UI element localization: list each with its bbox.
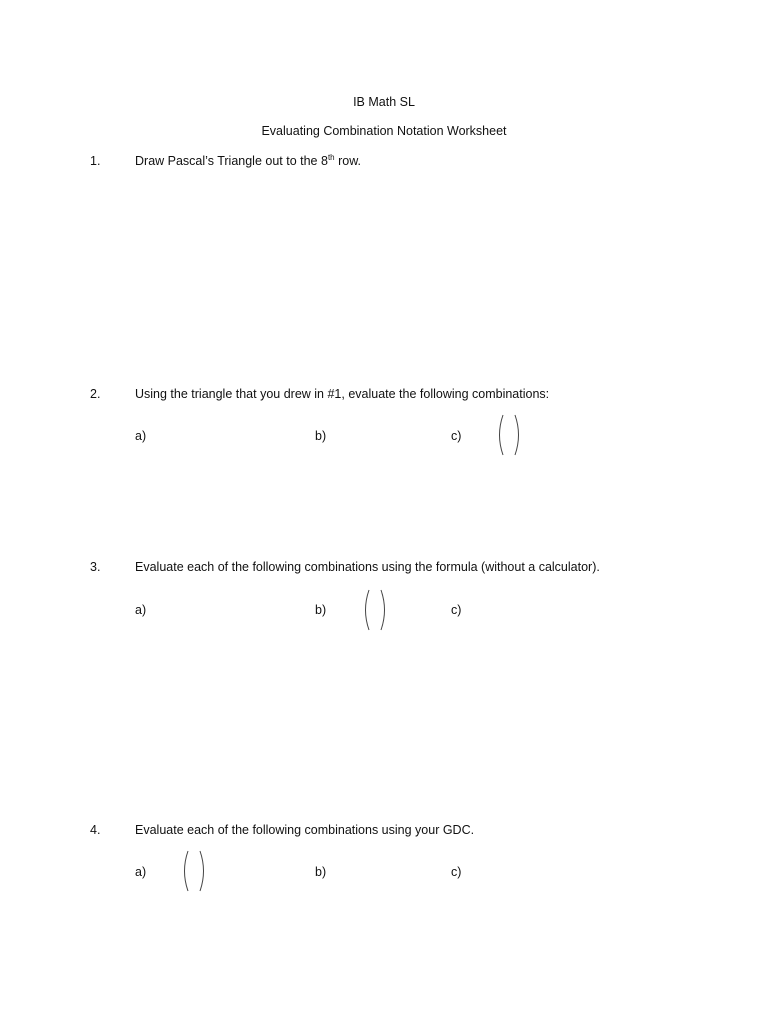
right-paren bbox=[515, 415, 519, 455]
right-paren bbox=[381, 590, 385, 630]
question-4-part-a: a) bbox=[135, 865, 147, 879]
question-1-text-main: Draw Pascal’s Triangle out to the 8 bbox=[135, 154, 328, 168]
question-4-text: Evaluate each of the following combinations using your GDC. bbox=[135, 823, 475, 837]
question-1-number: 1. bbox=[90, 154, 101, 168]
left-paren bbox=[185, 851, 189, 891]
question-1-text-end: row. bbox=[334, 154, 362, 168]
left-paren bbox=[500, 415, 504, 455]
question-2-part-a: a) bbox=[135, 429, 147, 443]
question-3-part-c: c) bbox=[451, 603, 462, 617]
right-paren bbox=[200, 851, 204, 891]
left-paren bbox=[366, 590, 370, 630]
combination-parentheses-q3b bbox=[362, 588, 388, 632]
question-4-part-b: b) bbox=[315, 865, 327, 879]
question-1-text bbox=[135, 153, 361, 169]
question-2-part-c: c) bbox=[451, 429, 462, 443]
question-1-superscript: th bbox=[327, 152, 335, 162]
question-4-part-c: c) bbox=[451, 865, 462, 879]
combination-parentheses-q2c bbox=[496, 413, 522, 457]
course-title: IB Math SL bbox=[353, 95, 415, 109]
question-3-part-a: a) bbox=[135, 603, 147, 617]
worksheet-title: Evaluating Combination Notation Worksheet bbox=[261, 124, 507, 138]
question-3-number: 3. bbox=[90, 560, 101, 574]
question-2-text: Using the triangle that you drew in #1, evaluate the following combinations: bbox=[135, 387, 550, 401]
question-2-number: 2. bbox=[90, 387, 101, 401]
combination-parentheses-q4a bbox=[181, 849, 207, 893]
question-4-number: 4. bbox=[90, 823, 101, 837]
question-3-part-b: b) bbox=[315, 603, 327, 617]
question-2-part-b: b) bbox=[315, 429, 327, 443]
question-3-text: Evaluate each of the following combinations using the formula (without a calculator). bbox=[135, 560, 600, 574]
